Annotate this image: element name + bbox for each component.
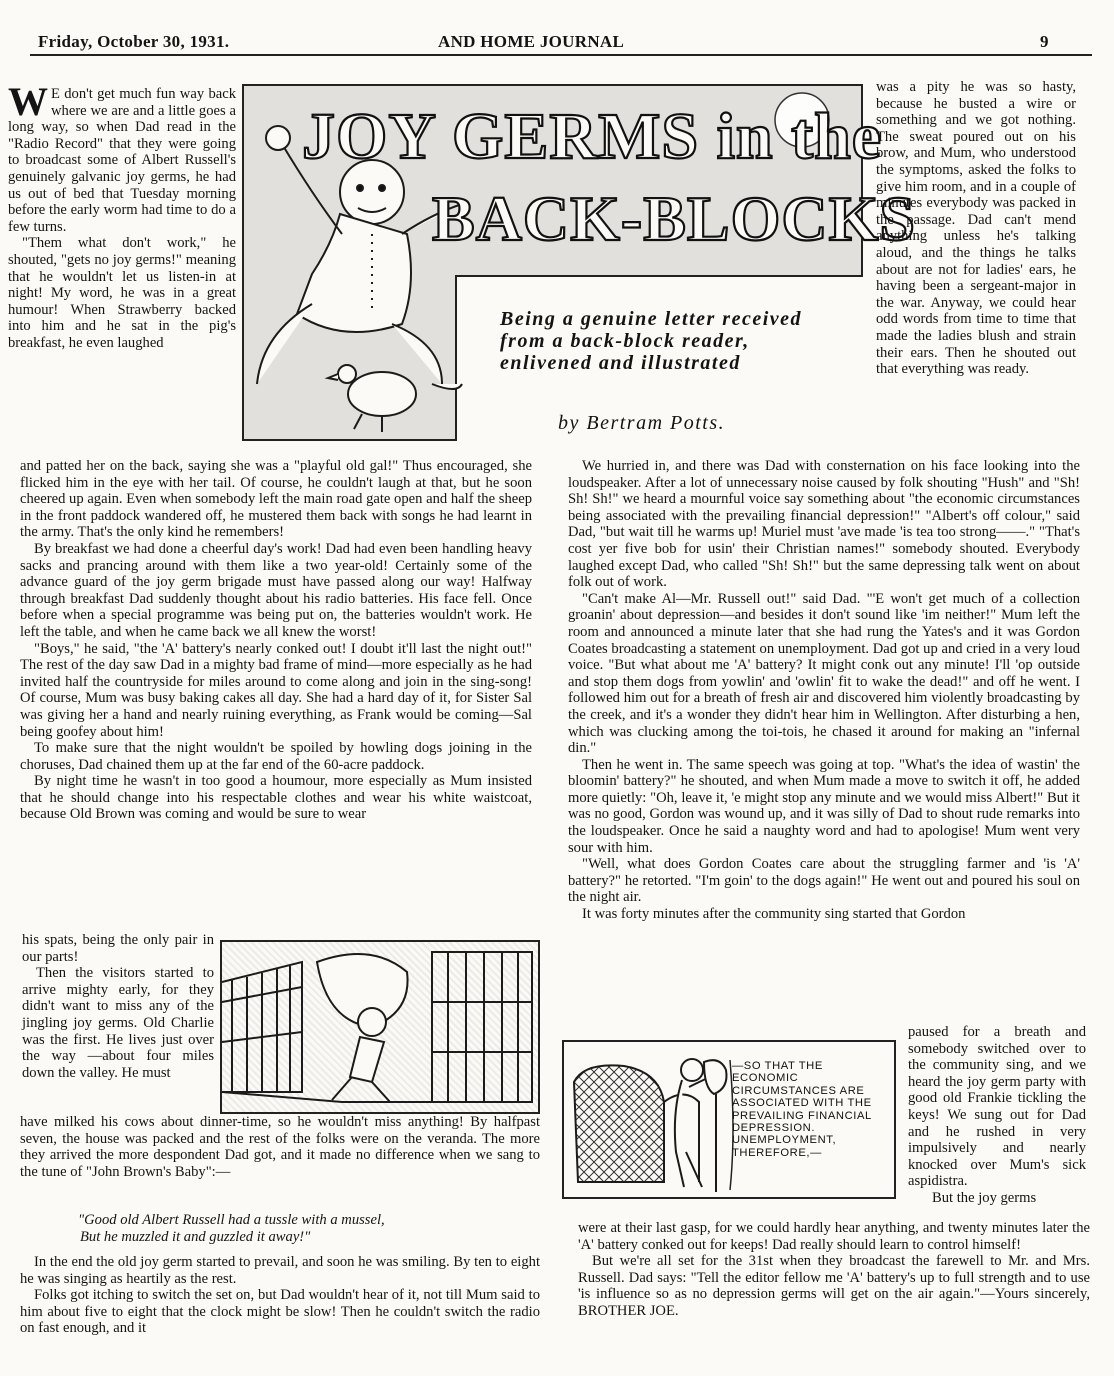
paragraph: But the joy germs [932,1189,1037,1206]
subtitle: Being a genuine letter received from a back-block reader, enlivened and illustrated [500,308,803,374]
byline: by Bertram Potts. [558,412,726,434]
verse-line: "Good old Albert Russell had a tussle with a mussel, [78,1212,385,1228]
article-column-i [578,1220,1090,1320]
journal-title: AND HOME JOURNAL [438,32,625,51]
paragraph: paused for a breath and somebody switched over to the community sing, and we heard the joy germ party with good old Frankie tickling the keys! We sung out for Dad and he rushed in very impulsively and nearly knocked over Mum's sick aspidistra. [908,1024,1086,1190]
article-column-h [908,1024,1086,1207]
article-column-f [876,79,1076,378]
article-column-a [8,79,236,352]
header-rule [30,54,1092,56]
verse [78,1212,538,1245]
paragraph: "Well, what does Gordon Coates care about the struggling farmer and 'is 'A' battery?" he retorted. "I'm goin' to the dogs again!" He went out and poured his soul on the night air. [568,856,1080,906]
title-line-2: BACK-BLOCKS [432,183,916,254]
paragraph: Folks got itching to switch the set on, but Dad wouldn't hear of it, not till Mum said to him about five to eight that the clock might be slow! Then he couldn't switch the radio on fast enough, and it [20,1287,540,1337]
paragraph: "Boys," he said, "the 'A' battery's nearly conked out! I doubt it'll last the night out!" The rest of the day saw Dad in a mighty bad frame of mind—more especially as he had invited half the countryside for miles around to come along and join in the sing-song! Of course, Mum was busy baking cakes all day. She had a hard day of it, for Sister Sal was giving her a hand and nearly ruining everything, as Frank would be coming—Sal being goofey about him! [20,640,532,740]
title-illustration [242,84,916,442]
paragraph: By breakfast we had done a cheerful day's work! Dad had even been handling heavy sacks and prancing around with them like a two year-old! Certainly some of the advance guard of the joy germ brigade must have passed along our way! Halfway through breakfast Dad suddenly thought about his radio batteries. His face fell. Once before when a special programme was being put on, the batteries wouldn't work. He left the table, and when he came back we all knew the worst! [20,540,532,640]
paragraph: In the end the old joy germ started to prevail, and soon he was smiling. By ten to eight he was singing as heartily as the rest. [20,1254,540,1287]
paragraph: By night time he wasn't in too good a houmour, more especially as Mum insisted that he should change into his respectable clothes and wear his white waistcoat, because Old Brown was coming and would be sure to wear [20,773,532,823]
paragraph: "Them what don't work," he shouted, "gets no joy germs!" meaning that he wouldn't let us listen-in at night! My word, he was in a great humour! When Strawberry backed into him and he sat in the pig's breakfast, he even laughed [8,235,236,351]
issue-date: Friday, October 30, 1931. [38,32,230,51]
paragraph: were at their last gasp, for we could hardly hear anything, and twenty minutes later the 'A' battery conked out for keeps! Dad really should learn to control himself! [578,1220,1090,1253]
gate-cartoon-drawing [222,942,538,1112]
paragraph: Then he went in. The same speech was going at top. "What's the idea of wastin' the bloomin' battery?" he shouted, and when Mum made a move to switch it off, he added more quietly: "Oh, leave it, 'e might stop any minute and we would miss Albert!" But it was no good, Gordon was wound up, and it was silly of Dad to shout rude remarks into the loudspeaker. Once he said a naughty word and had to apologise! Mum went very sour with him. [568,756,1080,856]
paragraph: was a pity he was so hasty, because he busted a wire or something and we got nothing. The sweat poured out on his brow, and Mum, who understood the symptoms, asked the folks to give him room, and in a couple of minutes everybody was packed in the passage. Dad can't mend anything unless he's talking aloud, and the things he talks about are not for ladies' ears, he having been a sergeant-major in the war. Anyway, we could hear odd words from time to time that made the ladies blush and strain their ears. Then he shouted out that everything was ready. [876,79,1076,378]
paragraph: To make sure that the night wouldn't be spoiled by howling dogs joining in the choruses, Dad chained them up at the far end of the 60-acre paddock. [20,740,532,773]
man-with-sack-icon [317,954,408,1102]
paragraph: have milked his cows about dinner-time, so he wouldn't miss anything! By halfpast seven, the house was packed and the rest of the folks were on the veranda. The more they arrived the more despondent Dad got, and it made no difference when we sang to the tune of "John Brown's Baby":— [20,1114,540,1180]
article-column-b [20,458,532,823]
gate-cartoon [220,940,540,1114]
speech-balloon: —SO THAT THE ECONOMIC CIRCUMSTANCES ARE ASSOCIATED WITH THE PREVAILING FINANCIAL DEPRESSION. UNEMPLOYMENT, THEREFORE,— [732,1060,872,1159]
drop-cap: W [8,79,48,124]
page-number: 9 [1040,32,1049,51]
article-column-e [20,1254,540,1337]
loudspeaker-icon [704,1060,727,1192]
article-column-d [20,1114,540,1180]
paragraph: and patted her on the back, saying she was a "playful old gal!" Thus encouraged, she flicked him in the eye with her tail. Of course, he couldn't laugh at that, but he soon cheered up again. Even when somebody left the main road gate open and half the sheep in the front paddock wandered off, he mustered them back with songs he had learnt in the army. That's the only kind he remembers! [20,458,532,541]
paragraph: But we're all set for the 31st when they broadcast the farewell to Mr. and Mrs. Russell. Dad says: "Tell the editor fellow me 'A' battery's up to full strength and to use 'is influence so as no depression germs will get on the air again."—Yours sincerely, BROTHER JOE. [578,1253,1090,1319]
paragraph: his spats, being the only pair in our parts! [22,932,214,965]
title-line-1: JOY GERMS in the [302,100,883,173]
paragraph: "Can't make Al—Mr. Russell out!" said Dad. "'E won't get much of a collection groanin' about depression—and besides it don't sound like 'im neither!" Mum left the room and announced a minute later that she had rung the Yates's and it was Gordon Coates broadcasting a statement on unemployment. Dad got up and cried in a very loud voice. "But what about me 'A' battery? It might conk out any minute! I'll 'op outside and stop them dogs from yowlin' and 'owlin' fit to wake the dead!" and off he went. I followed him out for a breath of fresh air and discovered him violently broadcasting by the creek, and it's a wonder they didn't hear him in Wellington. After disturbing a hen, which was clucking among the toi-tois, he chased it around for making an "infernal din." [568,590,1080,757]
article-column-g [568,458,1080,923]
paragraph: We hurried in, and there was Dad with consternation on his face looking into the loudspeaker. After a lot of unnecessary noise caused by folk shouting "Hush" and "Sh! Sh! Sh!" we heard a mournful voice say something about "the economic circumstances being associated with the prevailing financial depression!" "Albert's off colour," said Dad, "but wait till he warms up! Muriel must 'ave made 'is tea too strong——." "That's cost yer five bob for usin' their Christian names!" somebody shouted. Everybody laughed except Dad, who called "Sh! Sh!" but the same depressing talk went on about folk out of work. [568,458,1080,591]
armchair-icon [574,1065,664,1182]
verse-line: But he muzzled it and guzzled it away!" [80,1228,311,1245]
article-column-c [22,932,214,1081]
paragraph: It was forty minutes after the community sing started that Gordon [582,906,966,923]
paragraph: E don't get much fun way back where we are and a little goes a long way, so when Dad read in the "Radio Record" that they were going to broadcast some of Albert Russell's genuinely galvanic joy germs, he had us out of bed that Tuesday morning before the early worm had time to do a few turns. [8,86,236,235]
paragraph: Then the visitors started to arrive mighty early, for they didn't want to miss any of the jingling joy germs. Old Charlie was the first. He lives just over the way —about four miles down the valley. He must [22,965,214,1081]
radio-cartoon [562,1040,896,1199]
